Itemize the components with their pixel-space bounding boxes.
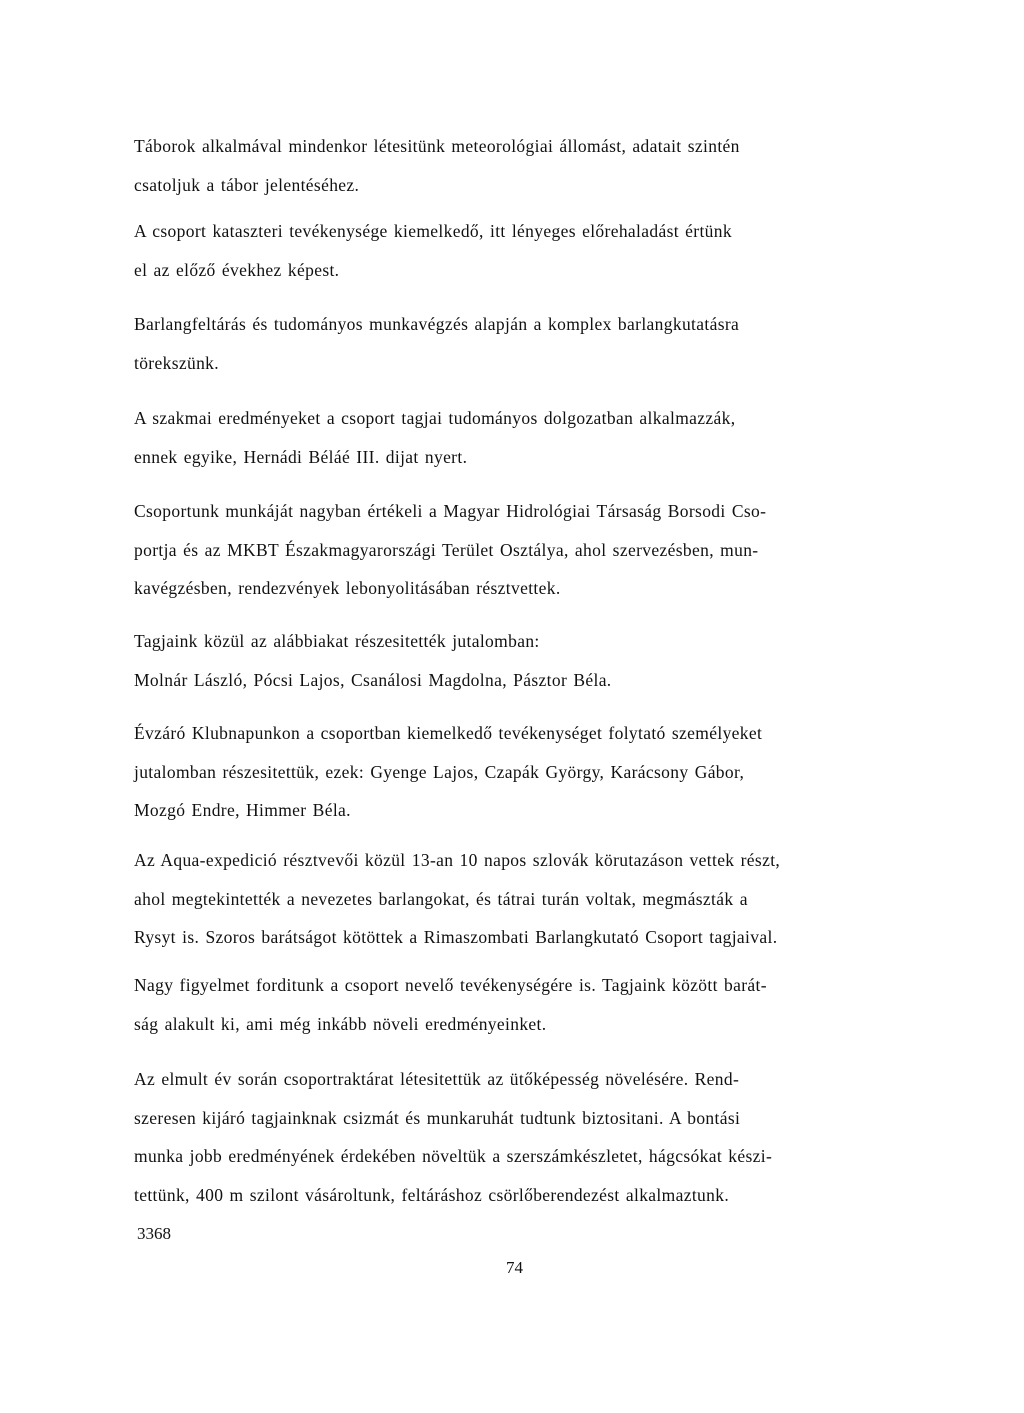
text-line: A csoport kataszteri tevékenysége kiemelkedő, itt lényeges előrehaladást értünk (134, 221, 732, 241)
text-line: kavégzésben, rendezvények lebonyolitásában résztvettek. (134, 578, 561, 598)
paragraph-cooperation (134, 492, 904, 608)
text-line: szeresen kijáró tagjainknak csizmát és munkaruhát tudtunk biztositani. A bontási (134, 1107, 741, 1128)
text-line: jutalomban részesitettük, ezek: Gyenge Lajos, Czapák György, Karácsony Gábor, (134, 761, 745, 782)
text-line: Csoportunk munkáját nagyban értékeli a Magyar Hidrológiai Társaság Borsodi Cso- (134, 501, 767, 521)
paragraph-aqua-expedition (134, 841, 904, 957)
paragraph-equipment (134, 1060, 904, 1214)
text-line: Molnár László, Pócsi Lajos, Csanálosi Magdolna, Pásztor Béla. (134, 669, 612, 690)
text-line: Az elmult év során csoportraktárat létesitettük az ütőképesség növelésére. Rend- (134, 1069, 740, 1089)
text-line: tettünk, 400 m szilont vásároltunk, feltáráshoz csörlőberendezést alkalmaztunk. (134, 1184, 730, 1205)
paragraph-club-day (134, 714, 904, 830)
text-line: Mozgó Endre, Himmer Béla. (134, 800, 351, 820)
paragraph-meteorology (134, 127, 904, 204)
text-line: Táborok alkalmával mindenkor létesitünk meteorológiai állomást, adatait szintén (134, 136, 740, 156)
text-line: csatoljuk a tábor jelentéséhez. (134, 174, 360, 195)
text-line: ahol megtekintették a nevezetes barlangokat, és tátrai turán voltak, megmászták a (134, 888, 748, 909)
text-line: Nagy figyelmet forditunk a csoport nevelő tevékenységére is. Tagjaink között barát- (134, 975, 767, 995)
text-line: portja és az MKBT Északmagyarországi Terület Osztálya, ahol szervezésben, mun- (134, 539, 759, 560)
text-line: el az előző évekhez képest. (134, 259, 340, 280)
text-line: ság alakult ki, ami még inkább növeli eredményeinket. (134, 1013, 547, 1034)
text-line: törekszünk. (134, 352, 220, 373)
paragraph-exploration (134, 305, 904, 382)
text-line: Az Aqua-expedició résztvevői közül 13-an 10 napos szlovák körutazáson vettek részt, (134, 850, 781, 870)
page-number: 74 (506, 1258, 523, 1277)
text-line: Évzáró Klubnapunkon a csoportban kiemelkedő tevékenységet folytató személyeket (134, 723, 763, 743)
text-line: Rysyt is. Szoros barátságot kötöttek a Rimaszombati Barlangkutató Csoport tagjaival. (134, 927, 778, 947)
paragraph-cadastre (134, 212, 904, 289)
paragraph-education (134, 966, 904, 1043)
text-line: Tagjaink közül az alábbiakat részesitették jutalomban: (134, 631, 540, 651)
paragraph-scientific-results (134, 399, 904, 476)
text-line: ennek egyike, Hernádi Béláé III. dijat nyert. (134, 446, 468, 467)
text-line: munka jobb eredményének érdekében növeltük a szerszámkészletet, hágcsókat készi- (134, 1146, 773, 1166)
text-line: A szakmai eredményeket a csoport tagjai tudományos dolgozatban alkalmazzák, (134, 408, 736, 428)
paragraph-awards (134, 622, 904, 699)
document-code: 3368 (137, 1224, 171, 1243)
text-line: Barlangfeltárás és tudományos munkavégzés alapján a komplex barlangkutatásra (134, 314, 740, 334)
